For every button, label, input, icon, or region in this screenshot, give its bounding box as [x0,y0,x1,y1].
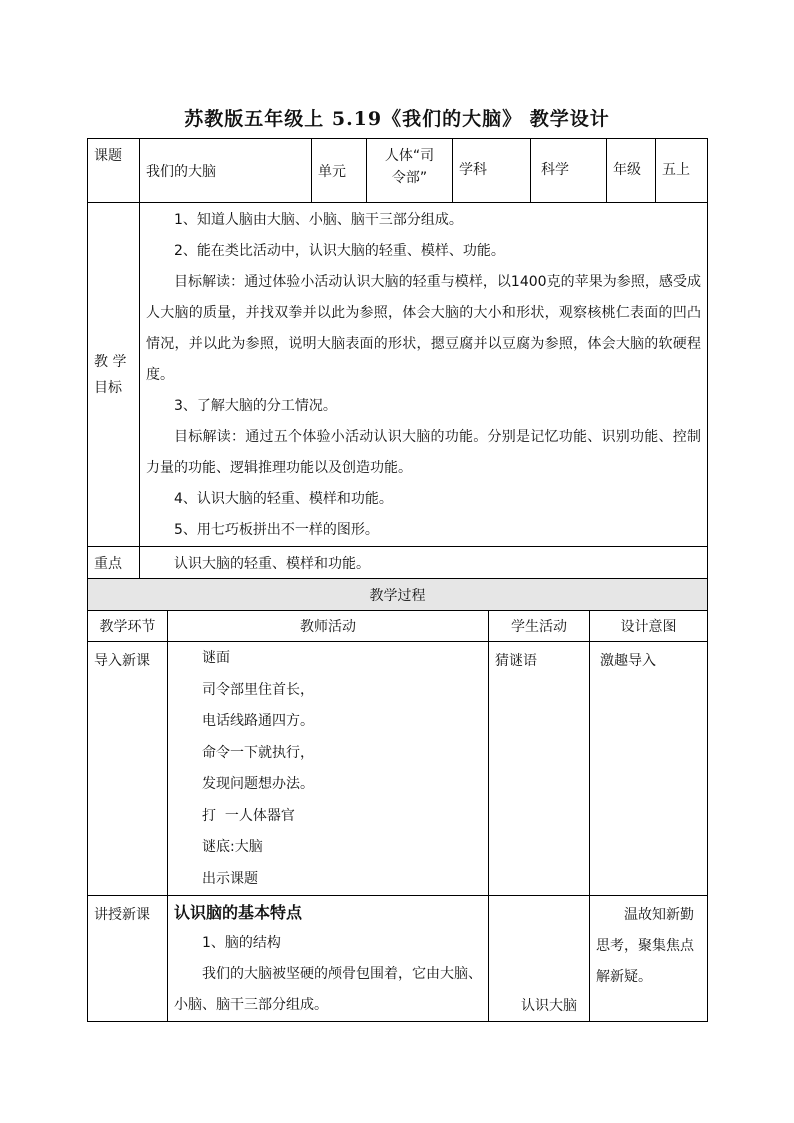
objective-line: 2、能在类比活动中，认识大脑的轻重、模样、功能。 [174,243,505,259]
intro-stage: 导入新课 [88,642,168,896]
objective-line: 5、用七巧板拼出不一样的图形。 [174,522,379,538]
objective-line: 1、知道人脑由大脑、小脑、脑干三部分组成。 [174,212,463,228]
topic-label: 课题 [88,139,140,203]
teaching-process-table [87,578,708,1022]
lesson-info-table [87,138,708,610]
objective-line: 3、了解大脑的分工情况。 [174,398,337,414]
header-student: 学生活动 [489,611,590,642]
intro-design-intent: 激趣导入 [590,642,708,896]
header-stage: 教学环节 [88,611,168,642]
sub-heading: 1、脑的结构 [202,935,281,951]
riddle-line: 谜面 [202,650,230,666]
objective-interpretation: 目标解读：通过体验小活动认识大脑的轻重与模样，以1400克的苹果为参照，感受成人大脑的质量，并找双拳并以此为参照，体会大脑的大小和形状，观察核桃仁表面的凹凸情况，并以此为参照，说明大脑表面的形状，摁豆腐并以豆腐为参照，体会大脑的软硬程度。 [146,274,701,383]
new-lesson-design-intent: 温故知新勤思考，聚集焦点解新疑。 [590,896,708,1022]
grade-value: 五上 [656,139,708,203]
objectives-label: 教 学 目标 [88,203,140,547]
grade-label: 年级 [607,139,656,203]
new-lesson-teacher-activity [168,896,489,1022]
riddle-line: 打 一人体器官 [202,807,295,824]
unit-label: 单元 [312,139,367,203]
intro-student-activity: 猜谜语 [489,642,590,896]
riddle-line: 谜底:大脑 [202,839,263,855]
header-intent: 设计意图 [590,611,708,642]
process-title: 教学过程 [88,579,708,611]
topic-value: 我们的大脑 [140,139,312,203]
riddle-line: 发现问题想办法。 [202,776,314,792]
document-title: 苏教版五年级上 5.19《我们的大脑》 教学设计 [184,108,610,130]
riddle-line: 出示课题 [202,870,258,887]
key-point-value: 认识大脑的轻重、模样和功能。 [140,547,708,580]
new-lesson-student-activity: 认识大脑 [489,896,590,1022]
riddle-line: 司令部里住首长， [202,681,314,698]
objectives-content [140,203,708,547]
intro-teacher-activity [168,642,489,896]
objective-interpretation: 目标解读：通过五个体验小活动认识大脑的功能。分别是记忆功能、识别功能、控制力量的功能、逻辑推理功能以及创造功能。 [146,429,701,476]
subject-value: 科学 [531,139,607,203]
riddle-line: 命令一下就执行， [202,744,314,761]
objective-line: 4、认识大脑的轻重、模样和功能。 [174,491,393,507]
header-teacher: 教师活动 [168,611,489,642]
body-text: 我们的大脑被坚硬的颅骨包围着，它由大脑、小脑、脑干三部分组成。 [174,966,482,1013]
subject-label: 学科 [453,139,531,203]
key-point-label: 重点 [88,547,140,580]
section-heading: 认识脑的基本特点 [174,903,303,922]
riddle-line: 电话线路通四方。 [202,713,314,729]
unit-value: 人体“司令部” [367,139,453,203]
new-lesson-stage: 讲授新课 [88,896,168,1022]
